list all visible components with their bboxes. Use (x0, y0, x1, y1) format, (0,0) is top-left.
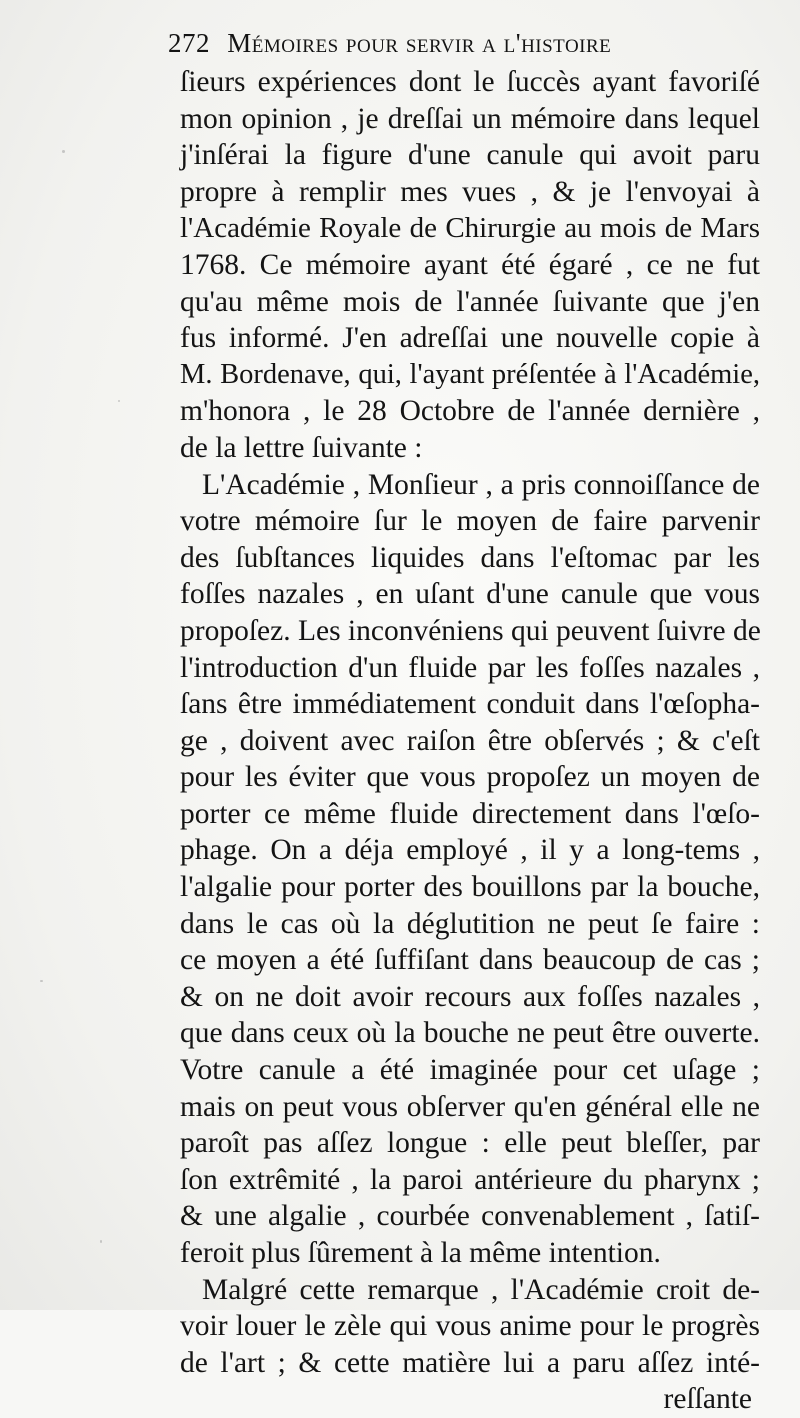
page-number: 272 (168, 28, 210, 58)
text-line: 1768. Ce mémoire ayant été égaré , ce ne fut (180, 248, 760, 281)
text-line: votre mémoire ſur le moyen de faire parvenir (180, 505, 760, 538)
text-line: fus informé. J'en adreſſai une nouvelle copie à (180, 322, 760, 355)
text-line: m'honora , le 28 Octobre de l'année dernière , (180, 395, 760, 428)
text-line: M. Bordenave, qui, l'ayant préſentée à l'Académie, (180, 358, 760, 390)
text-line: & on ne doit avoir recours aux foſſes nazales , (180, 980, 760, 1013)
text-line: phage. On a déja employé , il y a long-tems , (180, 834, 760, 867)
text-line: l'algalie pour porter des bouillons par la bouche, (180, 871, 760, 904)
text-line: j'inſérai la figure d'une canule qui avoit paru (180, 139, 760, 172)
text-line: feroit plus ſûrement à la même intention. (180, 1237, 661, 1269)
text-line: qu'au même mois de l'année ſuivante que j'en (180, 285, 760, 318)
text-line: pour les éviter que vous propoſez un moyen de (180, 761, 760, 794)
text-line: foſſes nazales , en uſant d'une canule que vous (180, 578, 760, 611)
text-line: ſans être immédiatement conduit dans l'œſopha- (180, 688, 760, 721)
paper-speck (62, 150, 65, 153)
text-line: de l'art ; & cette matière lui a paru aſſez inté- (180, 1346, 760, 1379)
text-line: propoſez. Les inconvéniens qui peuvent ſuivre de (180, 614, 761, 647)
text-line: mon opinion , je dreſſai un mémoire dans lequel (180, 102, 760, 135)
text-line: L'Académie , Monſieur , a pris connoiſſance de (202, 468, 760, 501)
body-text (180, 64, 760, 1418)
text-line: voir louer le zèle qui vous anime pour le progrès (180, 1310, 760, 1343)
text-line: porter ce même fluide directement dans l'œſo- (180, 797, 760, 830)
text-line: l'introduction d'un fluide par les foſſes nazales , (180, 651, 760, 684)
running-header (168, 28, 768, 59)
text-line: ſieurs expériences dont le ſuccès ayant favoriſé (180, 66, 760, 98)
text-line: de la lettre ſuivante : (180, 431, 423, 464)
text-line: que dans ceux où la bouche ne peut être ouverte. (180, 1017, 760, 1050)
text-line: ce moyen a été ſuffiſant dans beaucoup de cas ; (180, 944, 760, 977)
paper-speck (118, 400, 120, 402)
text-line: paroît pas aſſez longue : elle peut bleſſer, par (180, 1127, 760, 1160)
text-line: & une algalie , courbée convenablement , ſatiſ- (180, 1200, 760, 1233)
text-line: l'Académie Royale de Chirurgie au mois de Mars (180, 212, 760, 245)
text-line: mais on peut vous obſerver qu'en général elle ne (180, 1090, 760, 1123)
text-line: ſon extrêmité , la paroi antérieure du pharynx ; (180, 1163, 760, 1196)
text-line: des ſubſtances liquides dans l'eſtomac par les (180, 541, 760, 574)
text-line: propre à remplir mes vues , & je l'envoyai à (180, 175, 760, 208)
text-line: Votre canule a été imaginée pour cet uſage ; (180, 1054, 760, 1087)
running-title: Mémoires pour servir a l'histoire (227, 28, 612, 58)
text-line: Malgré cette remarque , l'Académie croit de- (202, 1273, 760, 1306)
text-line: ge , doivent avec raiſon être obſervés ; & c'eſt (180, 724, 760, 757)
catchword: reſſante (663, 1383, 752, 1416)
text-line: dans le cas où la déglutition ne peut ſe faire : (180, 907, 760, 940)
paper-speck (40, 980, 43, 982)
paper-speck (100, 1240, 102, 1243)
